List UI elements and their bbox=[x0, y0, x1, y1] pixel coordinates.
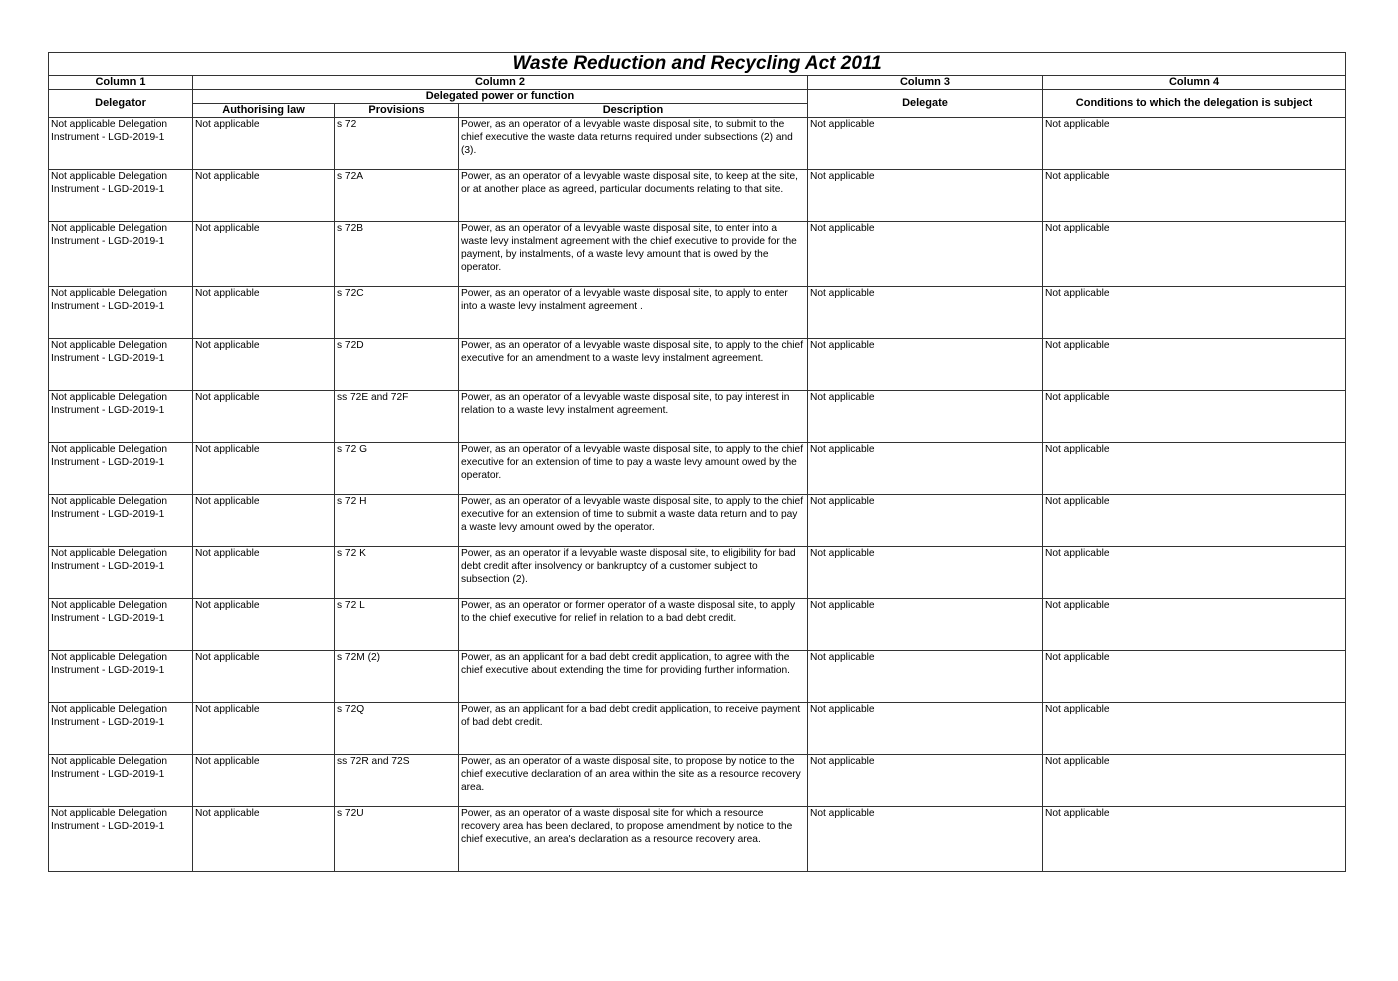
conditions-cell: Not applicable bbox=[1043, 599, 1346, 651]
delegator-cell: Not applicable Delegation Instrument - LGD-2019-1 bbox=[49, 599, 193, 651]
authorising-law-cell: Not applicable bbox=[193, 287, 335, 339]
column-4-label: Column 4 bbox=[1043, 76, 1346, 90]
conditions-cell: Not applicable bbox=[1043, 287, 1346, 339]
description-cell: Power, as an operator if a levyable waste disposal site, to eligibility for bad debt credit after insolvency or bankruptcy of a customer subject to subsection (2). bbox=[459, 547, 808, 599]
description-cell: Power, as an operator of a levyable waste disposal site, to pay interest in relation to a waste levy instalment agreement. bbox=[459, 391, 808, 443]
table-row bbox=[49, 651, 1346, 703]
delegator-cell: Not applicable Delegation Instrument - LGD-2019-1 bbox=[49, 547, 193, 599]
authorising-law-cell: Not applicable bbox=[193, 339, 335, 391]
description-cell: Power, as an applicant for a bad debt credit application, to receive payment of bad debt credit. bbox=[459, 703, 808, 755]
description-cell: Power, as an operator of a levyable waste disposal site, to apply to the chief executive for an extension of time to submit a waste data return and to pay a waste levy amount owed by the operator. bbox=[459, 495, 808, 547]
conditions-cell: Not applicable bbox=[1043, 391, 1346, 443]
provisions-cell: s 72U bbox=[335, 807, 459, 872]
table-row bbox=[49, 703, 1346, 755]
authorising-law-cell: Not applicable bbox=[193, 118, 335, 170]
delegate-cell: Not applicable bbox=[808, 170, 1043, 222]
conditions-cell: Not applicable bbox=[1043, 495, 1346, 547]
description-cell: Power, as an operator of a levyable waste disposal site, to apply to enter into a waste levy instalment agreement . bbox=[459, 287, 808, 339]
table-row bbox=[49, 287, 1346, 339]
delegate-cell: Not applicable bbox=[808, 391, 1043, 443]
description-cell: Power, as an operator of a waste disposal site for which a resource recovery area has been declared, to propose amendment by notice to the chief executive, an area's declaration as a resource recovery area. bbox=[459, 807, 808, 872]
delegator-cell: Not applicable Delegation Instrument - LGD-2019-1 bbox=[49, 118, 193, 170]
conditions-cell: Not applicable bbox=[1043, 703, 1346, 755]
column-3-label: Column 3 bbox=[808, 76, 1043, 90]
authorising-law-cell: Not applicable bbox=[193, 651, 335, 703]
delegate-cell: Not applicable bbox=[808, 755, 1043, 807]
description-cell: Power, as an operator of a levyable waste disposal site, to submit to the chief executive the waste data returns required under subsections (2) and (3). bbox=[459, 118, 808, 170]
authorising-law-header: Authorising law bbox=[193, 104, 335, 118]
description-cell: Power, as an operator of a levyable waste disposal site, to apply to the chief executive for an extension of time to pay a waste levy amount owed by the operator. bbox=[459, 443, 808, 495]
delegate-cell: Not applicable bbox=[808, 599, 1043, 651]
delegator-cell: Not applicable Delegation Instrument - LGD-2019-1 bbox=[49, 755, 193, 807]
conditions-cell: Not applicable bbox=[1043, 339, 1346, 391]
delegate-cell: Not applicable bbox=[808, 651, 1043, 703]
table-row bbox=[49, 547, 1346, 599]
delegator-cell: Not applicable Delegation Instrument - LGD-2019-1 bbox=[49, 287, 193, 339]
authorising-law-cell: Not applicable bbox=[193, 170, 335, 222]
delegator-cell: Not applicable Delegation Instrument - LGD-2019-1 bbox=[49, 651, 193, 703]
provisions-cell: ss 72R and 72S bbox=[335, 755, 459, 807]
provisions-cell: s 72 H bbox=[335, 495, 459, 547]
delegate-header: Delegate bbox=[808, 90, 1043, 118]
description-cell: Power, as an applicant for a bad debt credit application, to agree with the chief executive about extending the time for providing further information. bbox=[459, 651, 808, 703]
delegate-cell: Not applicable bbox=[808, 495, 1043, 547]
description-header: Description bbox=[459, 104, 808, 118]
delegator-cell: Not applicable Delegation Instrument - LGD-2019-1 bbox=[49, 703, 193, 755]
provisions-cell: s 72 K bbox=[335, 547, 459, 599]
delegate-cell: Not applicable bbox=[808, 287, 1043, 339]
table-row bbox=[49, 118, 1346, 170]
table-row bbox=[49, 339, 1346, 391]
conditions-cell: Not applicable bbox=[1043, 222, 1346, 287]
provisions-cell: s 72 bbox=[335, 118, 459, 170]
delegate-cell: Not applicable bbox=[808, 118, 1043, 170]
authorising-law-cell: Not applicable bbox=[193, 599, 335, 651]
delegate-cell: Not applicable bbox=[808, 807, 1043, 872]
conditions-header: Conditions to which the delegation is subject bbox=[1043, 90, 1346, 118]
table-row bbox=[49, 443, 1346, 495]
delegator-cell: Not applicable Delegation Instrument - LGD-2019-1 bbox=[49, 222, 193, 287]
table-row bbox=[49, 222, 1346, 287]
authorising-law-cell: Not applicable bbox=[193, 755, 335, 807]
provisions-cell: s 72 L bbox=[335, 599, 459, 651]
delegate-cell: Not applicable bbox=[808, 339, 1043, 391]
provisions-cell: s 72M (2) bbox=[335, 651, 459, 703]
provisions-cell: s 72Q bbox=[335, 703, 459, 755]
conditions-cell: Not applicable bbox=[1043, 118, 1346, 170]
authorising-law-cell: Not applicable bbox=[193, 495, 335, 547]
provisions-cell: ss 72E and 72F bbox=[335, 391, 459, 443]
authorising-law-cell: Not applicable bbox=[193, 703, 335, 755]
authorising-law-cell: Not applicable bbox=[193, 547, 335, 599]
delegate-cell: Not applicable bbox=[808, 547, 1043, 599]
authorising-law-cell: Not applicable bbox=[193, 443, 335, 495]
delegate-cell: Not applicable bbox=[808, 443, 1043, 495]
table-row bbox=[49, 170, 1346, 222]
provisions-cell: s 72A bbox=[335, 170, 459, 222]
authorising-law-cell: Not applicable bbox=[193, 222, 335, 287]
description-cell: Power, as an operator of a levyable waste disposal site, to enter into a waste levy instalment agreement with the chief executive to provide for the payment, by instalments, of a waste levy amount that is owed by the operator. bbox=[459, 222, 808, 287]
delegate-cell: Not applicable bbox=[808, 222, 1043, 287]
table-row bbox=[49, 599, 1346, 651]
conditions-cell: Not applicable bbox=[1043, 170, 1346, 222]
table-row bbox=[49, 807, 1346, 872]
act-title: Waste Reduction and Recycling Act 2011 bbox=[49, 53, 1346, 76]
description-cell: Power, as an operator or former operator of a waste disposal site, to apply to the chief executive for relief in relation to a bad debt credit. bbox=[459, 599, 808, 651]
conditions-cell: Not applicable bbox=[1043, 443, 1346, 495]
table-row bbox=[49, 391, 1346, 443]
authorising-law-cell: Not applicable bbox=[193, 391, 335, 443]
authorising-law-cell: Not applicable bbox=[193, 807, 335, 872]
delegator-cell: Not applicable Delegation Instrument - LGD-2019-1 bbox=[49, 391, 193, 443]
delegator-cell: Not applicable Delegation Instrument - LGD-2019-1 bbox=[49, 495, 193, 547]
table-row bbox=[49, 755, 1346, 807]
conditions-cell: Not applicable bbox=[1043, 807, 1346, 872]
conditions-cell: Not applicable bbox=[1043, 755, 1346, 807]
delegation-table bbox=[48, 52, 1346, 872]
column-1-label: Column 1 bbox=[49, 76, 193, 90]
column-2-label: Column 2 bbox=[193, 76, 808, 90]
provisions-cell: s 72D bbox=[335, 339, 459, 391]
delegate-cell: Not applicable bbox=[808, 703, 1043, 755]
provisions-cell: s 72B bbox=[335, 222, 459, 287]
provisions-header: Provisions bbox=[335, 104, 459, 118]
table-row bbox=[49, 495, 1346, 547]
delegator-header: Delegator bbox=[49, 90, 193, 118]
conditions-cell: Not applicable bbox=[1043, 651, 1346, 703]
description-cell: Power, as an operator of a levyable waste disposal site, to apply to the chief executive for an amendment to a waste levy instalment agreement. bbox=[459, 339, 808, 391]
description-cell: Power, as an operator of a waste disposal site, to propose by notice to the chief executive declaration of an area within the site as a resource recovery area. bbox=[459, 755, 808, 807]
conditions-cell: Not applicable bbox=[1043, 547, 1346, 599]
provisions-cell: s 72 G bbox=[335, 443, 459, 495]
delegated-power-header: Delegated power or function bbox=[193, 90, 808, 104]
description-cell: Power, as an operator of a levyable waste disposal site, to keep at the site, or at another place as agreed, particular documents relating to that site. bbox=[459, 170, 808, 222]
delegator-cell: Not applicable Delegation Instrument - LGD-2019-1 bbox=[49, 339, 193, 391]
delegator-cell: Not applicable Delegation Instrument - LGD-2019-1 bbox=[49, 807, 193, 872]
delegator-cell: Not applicable Delegation Instrument - LGD-2019-1 bbox=[49, 170, 193, 222]
provisions-cell: s 72C bbox=[335, 287, 459, 339]
delegator-cell: Not applicable Delegation Instrument - LGD-2019-1 bbox=[49, 443, 193, 495]
